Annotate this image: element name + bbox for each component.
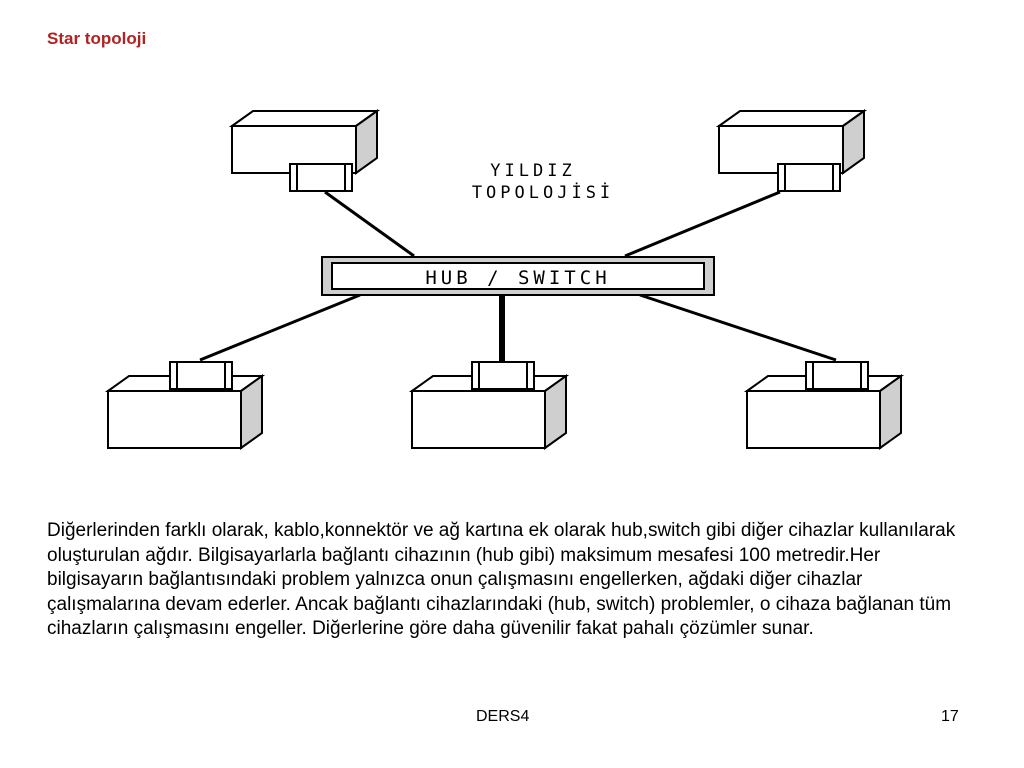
slide-title: Star topoloji (47, 29, 147, 48)
computer-bottom-center (412, 362, 566, 448)
link-bottom-right (640, 295, 836, 360)
diagram-title-line1: YILDIZ (490, 161, 576, 181)
page-number: 17 (941, 708, 959, 725)
body-paragraph: Diğerlerinden farklı olarak, kablo,konnektör ve ağ kartına ek olarak hub,switch gibi diğer cihazlar kullanılarak oluşturulan ağdır. Bilgisayarlarla bağlantı cihazının (hub gibi) maksimum mesafesi 100 metredir.Her bilgisayarın bağlantısındaki problem yalnızca onun çalışmasını engellerken, ağdaki diğer cihazlar çalışmalarına devam ederler. Ancak bağlantı cihazlarındaki (hub, switch) problemler, o cihaza bağlanan tüm cihazların çalışmasını engeller. Diğerlerine göre daha güvenilir fakat pahalı çözümler sunar. (47, 520, 956, 639)
diagram-title-line2: TOPOLOJİSİ (471, 183, 615, 203)
hub-switch-label: HUB / SWITCH (425, 267, 611, 289)
link-top-right (625, 192, 780, 256)
computer-bottom-left (108, 362, 262, 448)
computer-top-left (232, 111, 377, 191)
computer-top-right (719, 111, 864, 191)
computer-bottom-right (747, 362, 901, 448)
link-bottom-left (200, 295, 360, 360)
link-top-left (325, 192, 414, 256)
footer-label: DERS4 (476, 708, 530, 725)
